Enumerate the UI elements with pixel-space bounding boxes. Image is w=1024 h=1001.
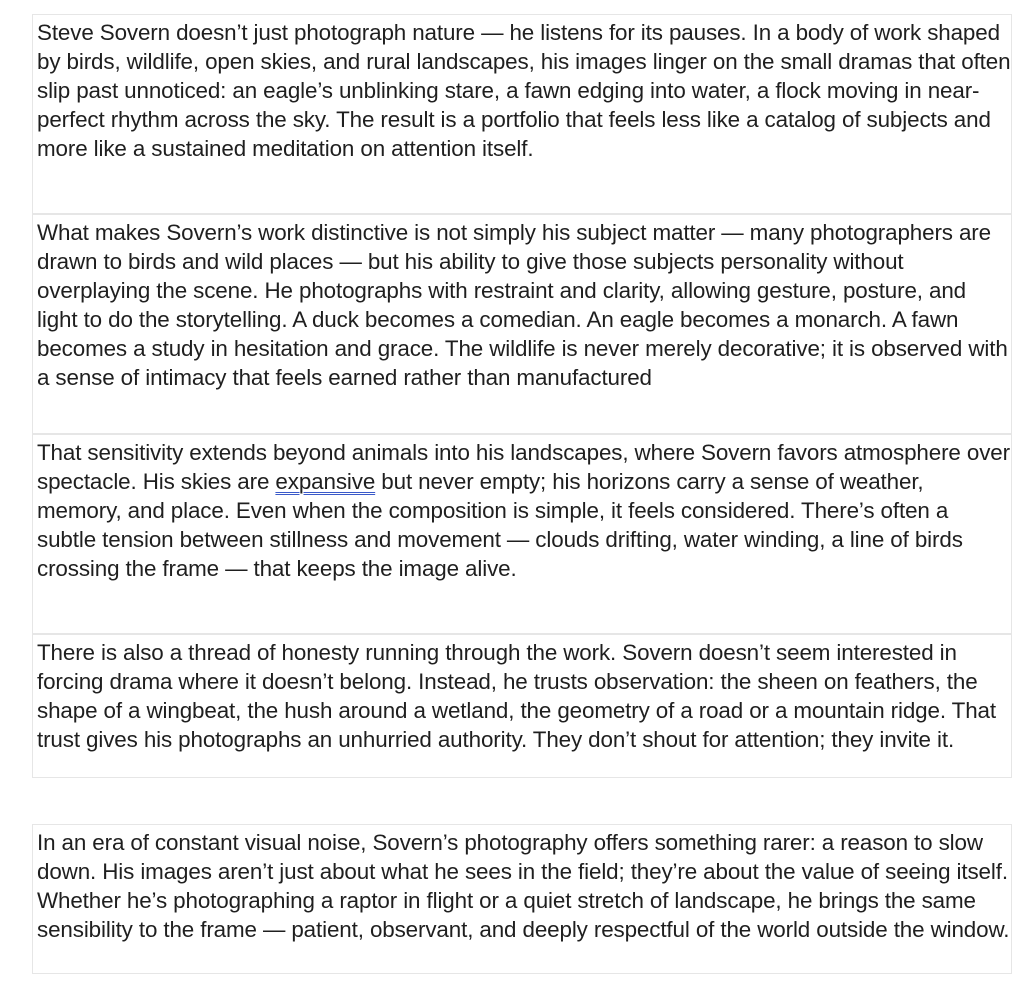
- paragraph-5: In an era of constant visual noise, Sovern’s photography offers something rarer: a reason to slow down. His images aren’t just about what he sees in the field; they’re about the value of seeing itself. Whether he’s photographing a raptor in flight or a quiet stretch of landscape, he brings the same sensibility to the frame — patient, observant, and deeply respectful of the world outside the window.: [37, 830, 1010, 942]
- text-block-1[interactable]: [32, 14, 1012, 214]
- text-block-5[interactable]: [32, 824, 1012, 974]
- paragraph-3: [37, 438, 1011, 583]
- text-block-3[interactable]: [32, 434, 1012, 634]
- paragraph-2: What makes Sovern’s work distinctive is not simply his subject matter — many photographers are drawn to birds and wild places — but his ability to give those subjects personality without overplaying the scene. He photographs with restraint and clarity, allowing gesture, posture, and light to do the storytelling. A duck becomes a comedian. An eagle becomes a monarch. A fawn becomes a study in hesitation and grace. The wildlife is never merely decorative; it is observed with a sense of intimacy that feels earned rather than manufactured: [37, 220, 1008, 390]
- text-block-2[interactable]: [32, 214, 1012, 434]
- paragraph-3-before: That sensitivity extends beyond animals into his landscapes, where Sovern favors atmosphere over spectacle. His skies are: [37, 440, 1010, 494]
- paragraph-4: There is also a thread of honesty running through the work. Sovern doesn’t seem interested in forcing drama where it doesn’t belong. Instead, he trusts observation: the sheen on feathers, the shape of a wingbeat, the hush around a wetland, the geometry of a road or a mountain ridge. That trust gives his photographs an unhurried authority. They don’t shout for attention; they invite it.: [37, 640, 996, 752]
- text-block-4[interactable]: [32, 634, 1012, 778]
- paragraph-1: Steve Sovern doesn’t just photograph nature — he listens for its pauses. In a body of work shaped by birds, wildlife, open skies, and rural landscapes, his images linger on the small dramas that often slip past unnoticed: an eagle’s unblinking stare, a fawn edging into water, a flock moving in near-perfect rhythm across the sky. The result is a portfolio that feels less like a catalog of subjects and more like a sustained meditation on attention itself.: [37, 20, 1011, 161]
- spellcheck-flagged-word[interactable]: expansive: [275, 469, 376, 494]
- paragraph-3-after: but never empty; his horizons carry a sense of weather, memory, and place. Even when the composition is simple, it feels considered. There’s often a subtle tension between stillness and movement — clouds drifting, water winding, a line of birds crossing the frame — that keeps the image alive.: [37, 469, 963, 581]
